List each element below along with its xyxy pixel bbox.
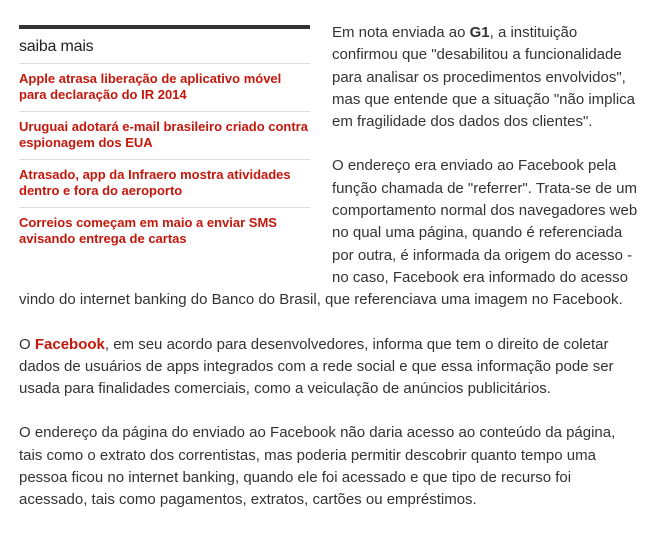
related-news-list [19, 63, 310, 255]
facebook-link[interactable]: Facebook [34, 335, 105, 353]
paragraph-text: , em seu acordo para desenvolvedores, informa que tem o direito de coletar dados de usuários de apps integrados com a rede social e que essa informação pode ser usada para finalidades comerciais, como a veiculação de anúncios publicitários. [19, 335, 614, 398]
paragraph-text: O [19, 335, 35, 353]
paragraph-text: Em nota enviada ao [332, 24, 470, 41]
paragraph-referrer: O endereço era enviado ao Facebook pela função chamada de "referrer". Trata-se de um comportamento normal dos navegadores web no qual uma página, quando é referenciada por outra, é informada da origem do acesso - no caso, Facebook era informado do acesso vindo do internet banking do Banco do Brasil, que referenciava uma imagem no Facebook. [19, 157, 638, 309]
related-news-box [19, 25, 310, 255]
related-link-infraero-app[interactable]: Atrasado, app da Infraero mostra atividades dentro e fora do aeroporto [19, 167, 291, 198]
list-item [19, 111, 310, 159]
source-name: G1 [469, 24, 490, 41]
list-item [19, 159, 310, 207]
paragraph-url-access: O endereço da página do enviado ao Facebook não daria acesso ao conteúdo da página, tais como o extrato dos correntistas, mas poderia permitir descobrir quanto tempo uma pessoa ficou no internet banking, quando ele foi acessado e que tipo de recurso foi acessado, tais como pagamentos, extratos, cartões ou empréstimos. [19, 424, 616, 509]
paragraph-facebook-agreement [19, 334, 639, 401]
list-item [19, 63, 310, 111]
related-link-correios-sms[interactable]: Correios começam em maio a enviar SMS avisando entrega de cartas [19, 215, 277, 246]
article-body [19, 22, 639, 534]
paragraph-text: , a instituição confirmou que "desabilitou a funcionalidade para analisar os procedimentos envolvidos", mas que entende que a situação "não implica em fragilidade dos dados dos clientes". [332, 24, 636, 131]
related-news-title: saiba mais [19, 38, 94, 55]
list-item [19, 207, 310, 255]
related-link-ir-app[interactable]: Apple atrasa liberação de aplicativo móvel para declaração do IR 2014 [19, 71, 282, 102]
related-link-uruguay-email[interactable]: Uruguai adotará e-mail brasileiro criado contra espionagem dos EUA [19, 119, 308, 150]
